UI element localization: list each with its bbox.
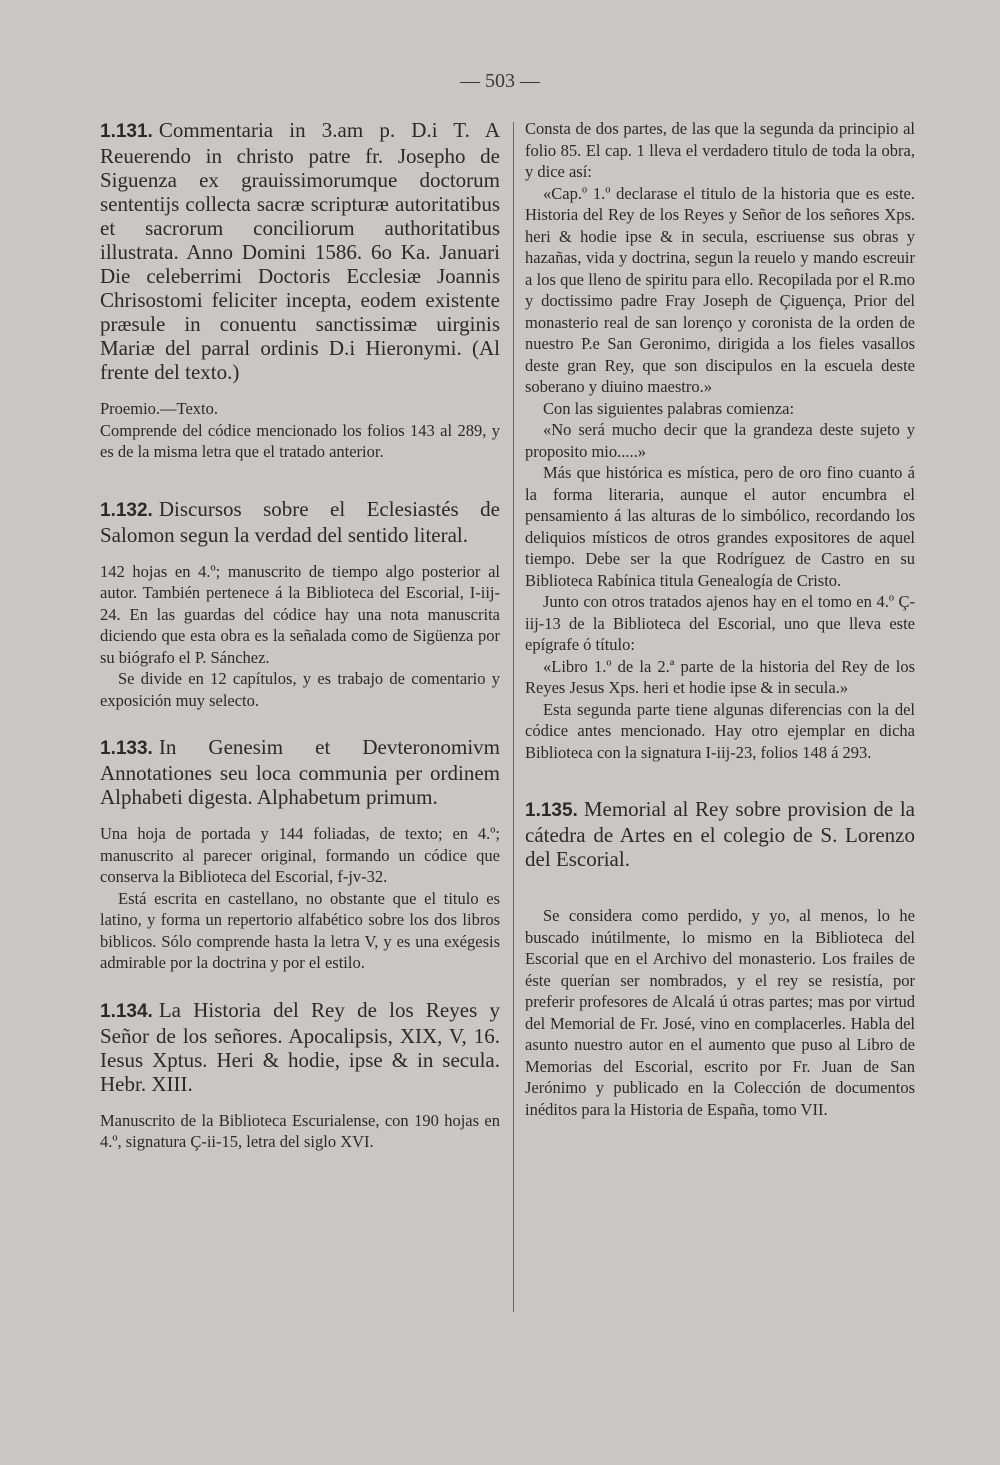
entry-1133-number: 1.133. [100, 738, 153, 759]
entry-1131-title: Commentaria in 3.am p. D.i T. A Reuerendo in christo patre fr. Josepho de Siguenza ex grauissimorumque doctorum sententijs collecta sacræ scripturæ autoritatibus et sacrorum conciliorum authoritatibus illustrata. Anno Domini 1586. 6o Ka. Januari Die celeberrimi Doctoris Ecclesiæ Joannis Chrisostomi feliciter incepta, eodem existente præsule in conuentu sanctissimæ uirginis Mariæ del parral ordinis D.i Hieronymi. (Al frente del texto.) [100, 118, 500, 384]
column-divider [513, 122, 514, 1312]
entry-1134-number: 1.134. [100, 1000, 153, 1022]
entry-1134-heading [100, 998, 500, 1096]
right-quote-1: «Cap.º 1.º declarase el titulo de la historia que es este. Historia del Rey de los Reyes y Señor de los señores Xps. heri & hodie ipse & in secula, escriuense sus obras y hazañas, vida y doctrina, segun la reuelo y mando escreuir a los que lleno de spiritu para ello. Recopilada por el R.mo y doctissimo padre Fray Joseph de Çiguença, Prior del monasterio real de san lorenço y coronista de la orden de nuestro P.e San Geronimo, dirigida a los fieles vasallos deste gran Rey, que son discipulos en la escuela deste soberano y diuino maestro.» [525, 183, 915, 396]
entry-1135-number: 1.135. [525, 800, 578, 821]
entry-1134-title: La Historia del Rey de los Reyes y Señor de los señores. Apocalipsis, XIX, V, 16. Iesus Xptus. Heri & hodie, ipse & in secula. Hebr. XIII. [100, 997, 500, 1096]
entry-1131-description: Comprende del códice mencionado los folios 143 al 289, y es de la misma letra que el tratado anterior. [100, 420, 500, 461]
entry-1132-number: 1.132. [100, 499, 153, 521]
entry-1135-description: Se considera como perdido, y yo, al menos, lo he buscado inútilmente, lo mismo en la Biblioteca del Escorial que en el Archivo del monasterio. Los frailes de éste querían ser nombrados, y el rey se resistía, por preferir profesores de Alcalá ú otras partes; mas por virtud del Memorial de Fr. José, vino en complacerles. Habla del asunto nuestro autor en el aumento que puso al Libro de Memorias del Escorial, escrito por Fr. Juan de San Jerónimo y publicado en la Colección de documentos inéditos para la Historia de España, tomo VII. [525, 906, 915, 1119]
entry-1132-heading [100, 497, 500, 547]
right-quote-2: «No será mucho decir que la grandeza deste sujeto y proposito mio.....» [525, 420, 915, 461]
right-paragraph-3: Con las siguientes palabras comienza: [543, 398, 795, 418]
entry-1134-description: Manuscrito de la Biblioteca Escurialense, con 190 hojas en 4.º, signatura Ç-ii-15, letra del siglo XVI. [100, 1110, 500, 1151]
entry-1133-title: In Genesim et Devteronomivm Annotationes seu loca communia per ordinem Alphabeti digesta. Alphabetum primum. [100, 735, 500, 809]
right-paragraph-6: Junto con otros tratados ajenos hay en el tomo en 4.º Ç-iij-13 de la Biblioteca del Escorial, uno que lleva este epígrafe ó título: [525, 592, 915, 654]
page-number: — 503 — [460, 70, 540, 92]
right-column [525, 118, 915, 1120]
entry-1133-heading [100, 735, 500, 809]
entry-1132-description: 142 hojas en 4.º; manuscrito de tiempo algo posterior al autor. También pertenece á la Biblioteca del Escorial, I-iij-24. En las guardas del códice hay una nota manuscrita diciendo que esta obra es la señalada como de Sigüenza por su biógrafo el P. Sánchez. [100, 561, 500, 667]
entry-1135-heading [525, 797, 915, 871]
entry-1132-note: Se divide en 12 capítulos, y es trabajo de comentario y exposición muy selecto. [100, 669, 500, 710]
entry-1133-note: Está escrita en castellano, no obstante que el titulo es latino, y forma un repertorio alfabético sobre los dos libros biblicos. Sólo comprende hasta la letra V, y es una exégesis admirable por la doctrina y por el estilo. [100, 888, 500, 972]
right-paragraph-5: Más que histórica es mística, pero de oro fino cuanto á la forma literaria, aunque el autor encumbra el pensamiento á las alturas de lo simbólico, recordando los deliquios místicos de otros grandes expositores de aquel tiempo. Debe ser la que Rodríguez de Castro en su Biblioteca Rabínica titula Genealogía de Cristo. [525, 463, 915, 590]
right-quote-3: «Libro 1.º de la 2.ª parte de la historia del Rey de los Reyes Jesus Xps. heri et hodie ipse & in secula.» [525, 656, 915, 697]
left-column [100, 118, 500, 1153]
right-paragraph-1: Consta de dos partes, de las que la segunda da principio al folio 85. El cap. 1 lleva el verdadero titulo de toda la obra, y dice así: [525, 119, 915, 181]
right-paragraph-8: Esta segunda parte tiene algunas diferencias con la del códice antes mencionado. Hay otro ejemplar en dicha Biblioteca con la signatura I-iij-23, folios 148 á 293. [525, 699, 915, 762]
entry-1135-title: Memorial al Rey sobre provision de la cátedra de Artes en el colegio de S. Lorenzo del Escorial. [525, 797, 915, 871]
entry-1131-heading [100, 118, 500, 384]
entry-1132-title: Discursos sobre el Eclesiastés de Salomon segun la verdad del sentido literal. [100, 496, 500, 547]
entry-1133-description: Una hoja de portada y 144 foliadas, de texto; en 4.º; manuscrito al parecer original, formando un códice que conserva la Biblioteca del Escorial, f-jv-32. [100, 824, 500, 886]
entry-1131-sections: Proemio.—Texto. [100, 399, 218, 418]
entry-1131-number: 1.131. [100, 121, 153, 142]
